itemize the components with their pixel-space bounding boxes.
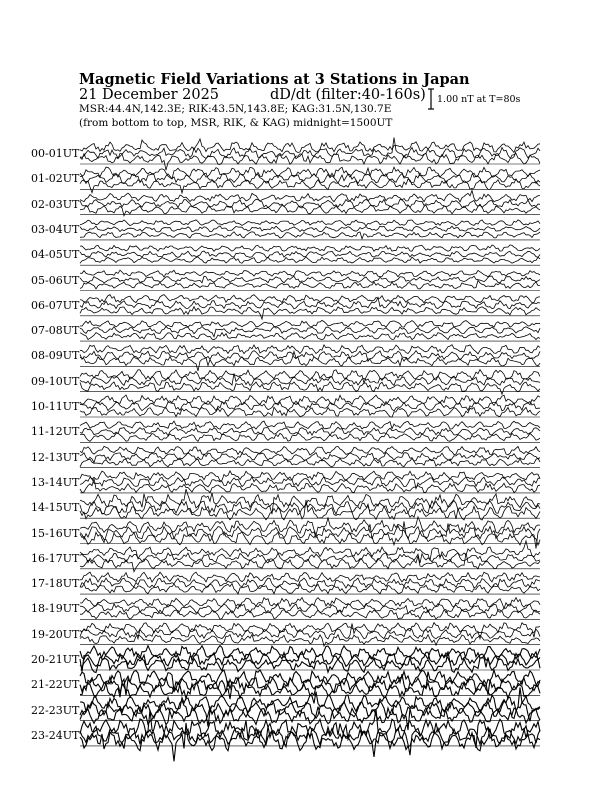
trace-line	[80, 541, 540, 561]
trace-line	[80, 421, 540, 429]
trace-line	[80, 333, 540, 340]
trace-line	[80, 553, 540, 563]
row-label: 21-22UT	[31, 678, 80, 692]
trace-line	[80, 427, 540, 435]
trace-line	[80, 245, 540, 252]
trace-line	[80, 270, 540, 277]
trace-line	[80, 433, 540, 441]
trace-line	[80, 584, 540, 594]
trace-line	[80, 345, 540, 354]
trace-line	[80, 307, 540, 319]
row-label: 22-23UT	[31, 703, 80, 717]
trace-line	[80, 199, 540, 208]
trace-line	[80, 501, 540, 515]
row-label: 15-16UT	[31, 526, 80, 540]
trace-line	[80, 446, 540, 455]
trace-line	[80, 220, 540, 226]
trace-line	[80, 153, 540, 170]
trace-line	[80, 251, 540, 258]
trace-line	[80, 257, 540, 263]
trace-line	[80, 226, 540, 232]
trace-line	[80, 452, 540, 462]
trace-line	[80, 205, 540, 216]
trace-line	[80, 395, 540, 405]
trace-line	[80, 191, 540, 202]
row-label: 19-20UT	[31, 627, 80, 641]
trace-line	[80, 610, 540, 620]
row-label: 04-05UT	[31, 248, 80, 262]
row-label: 10-11UT	[31, 400, 80, 413]
trace-line	[80, 382, 540, 395]
trace-line	[80, 479, 540, 493]
row-label: 06-07UT	[31, 298, 80, 312]
row-label: 12-13UT	[31, 450, 80, 464]
chart-date: 21 December 2025	[79, 87, 220, 103]
trace-line	[80, 458, 540, 467]
row-label: 17-18UT	[31, 577, 80, 591]
row-label: 07-08UT	[31, 324, 80, 338]
trace-line	[80, 138, 540, 159]
row-label: 05-06UT	[31, 273, 80, 287]
trace-line	[80, 624, 540, 639]
row-label: 11-12UT	[31, 425, 80, 439]
row-label: 02-03UT	[31, 197, 80, 211]
trace-order-note: (from bottom to top, MSR, RIK, & KAG) midnight=1500UT	[79, 117, 393, 129]
row-label: 20-21UT	[31, 653, 80, 666]
row-label: 08-09UT	[31, 349, 80, 363]
row-label: 13-14UT	[31, 475, 80, 489]
row-label: 03-04UT	[31, 222, 80, 236]
trace-line	[80, 370, 540, 384]
chart-title: Magnetic Field Variations at 3 Stations in Japan	[79, 71, 470, 88]
trace-line	[80, 646, 540, 661]
trace-line	[80, 179, 540, 193]
row-label: 18-19UT	[31, 602, 80, 616]
row-label: 09-10UT	[31, 374, 80, 388]
trace-line	[80, 471, 540, 481]
row-label: 16-17UT	[31, 551, 80, 565]
trace-line	[80, 517, 540, 535]
trace-line	[80, 320, 540, 327]
trace-line	[80, 572, 540, 582]
row-label: 00-01UT	[31, 147, 80, 160]
filter-label: dD/dt (filter:40-160s)	[270, 87, 426, 103]
trace-line	[80, 295, 540, 303]
scale-label: 1.00 nT at T=80s	[437, 94, 521, 105]
trace-line	[80, 280, 540, 289]
stations-info: MSR:44.4N,142.3E; RIK:43.5N,143.8E; KAG:31.5N,130.7E	[79, 103, 392, 115]
row-label: 14-15UT	[31, 501, 80, 515]
row-label: 23-24UT	[31, 728, 80, 742]
trace-line	[80, 168, 540, 184]
trace-line	[80, 276, 540, 283]
row-label: 01-02UT	[31, 172, 80, 186]
trace-line	[80, 232, 540, 239]
trace-line	[80, 523, 540, 548]
trace-line	[80, 710, 540, 755]
trace-line	[80, 407, 540, 417]
